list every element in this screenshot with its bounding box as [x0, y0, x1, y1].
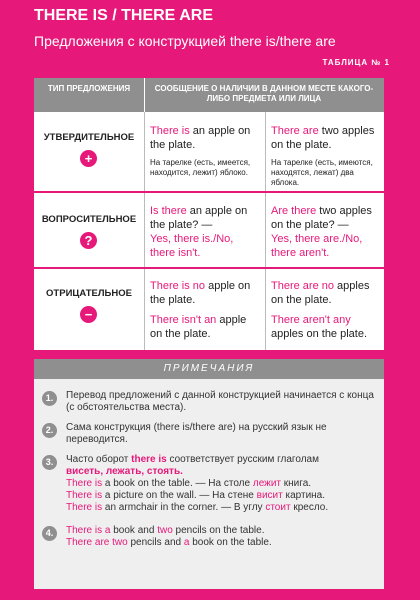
note-3: Часто оборот there is соответствует русским глаголам висеть, лежать, стоять. There is a book on the table. — На столе лежит книга. There is a picture on the wall. — На стене висит картина. There is an armchair in the corner. — В углу стоит кресло.	[66, 454, 329, 513]
col2-header: СООБЩЕНИЕ О НАЛИЧИИ В ДАННОМ МЕСТЕ КАКОГО-ЛИБО ПРЕДМЕТА ИЛИ ЛИЦА	[154, 84, 374, 103]
cell-interrogative-plural: Are there two apples on the plate? — Yes, there are./No, there aren't.	[271, 205, 372, 259]
notes-panel	[34, 359, 384, 589]
cell-interrogative-singular: Is there an apple on the plate? — Yes, there is./No, there isn't.	[150, 205, 248, 259]
note-4: There is a book and two pencils on the table. There are two pencils and a book on the table.	[66, 525, 272, 548]
grammar-table	[34, 78, 384, 350]
table-header	[34, 78, 384, 112]
plus-icon: +	[80, 150, 97, 167]
type-interrogative: ВОПРОСИТЕЛЬНОЕ	[41, 214, 137, 225]
poster-title: THERE IS / THERE ARE	[34, 7, 213, 24]
col1-header: ТИП ПРЕДЛОЖЕНИЯ	[47, 84, 131, 93]
table-label: ТАБЛИЦА № 1	[322, 58, 390, 67]
note-2: Сама конструкция (there is/there are) на русский язык не переводится.	[66, 422, 327, 445]
cell-affirmative-plural: There are two apples on the plate. На тарелке (есть, имеются, находятся, лежат) два яблока.	[271, 125, 375, 187]
note-number-4: 4.	[42, 526, 57, 541]
cell-affirmative-singular: There is an apple on the plate. На тарелке (есть, имеется, находится, лежит) яблоко.	[150, 125, 251, 177]
poster-subtitle: Предложения с конструкцией there is/there are	[34, 33, 336, 49]
type-negative: ОТРИЦАТЕЛЬНОЕ	[46, 288, 132, 299]
type-affirmative: УТВЕРДИТЕЛЬНОЕ	[43, 132, 135, 143]
note-1: Перевод предложений с данной конструкцией начинается с конца (с обстоятельства места).	[66, 390, 374, 413]
note-number-2: 2.	[42, 423, 57, 438]
question-icon: ?	[80, 232, 97, 249]
note-number-1: 1.	[42, 391, 57, 406]
cell-negative-singular: There is no apple on the plate. There isn't an apple on the plate.	[150, 280, 251, 340]
notes-title: ПРИМЕЧАНИЯ	[34, 359, 384, 379]
minus-icon: −	[80, 306, 97, 323]
note-number-3: 3.	[42, 455, 57, 470]
cell-negative-plural: There are no apples on the plate. There aren't any apples on the plate.	[271, 280, 370, 340]
